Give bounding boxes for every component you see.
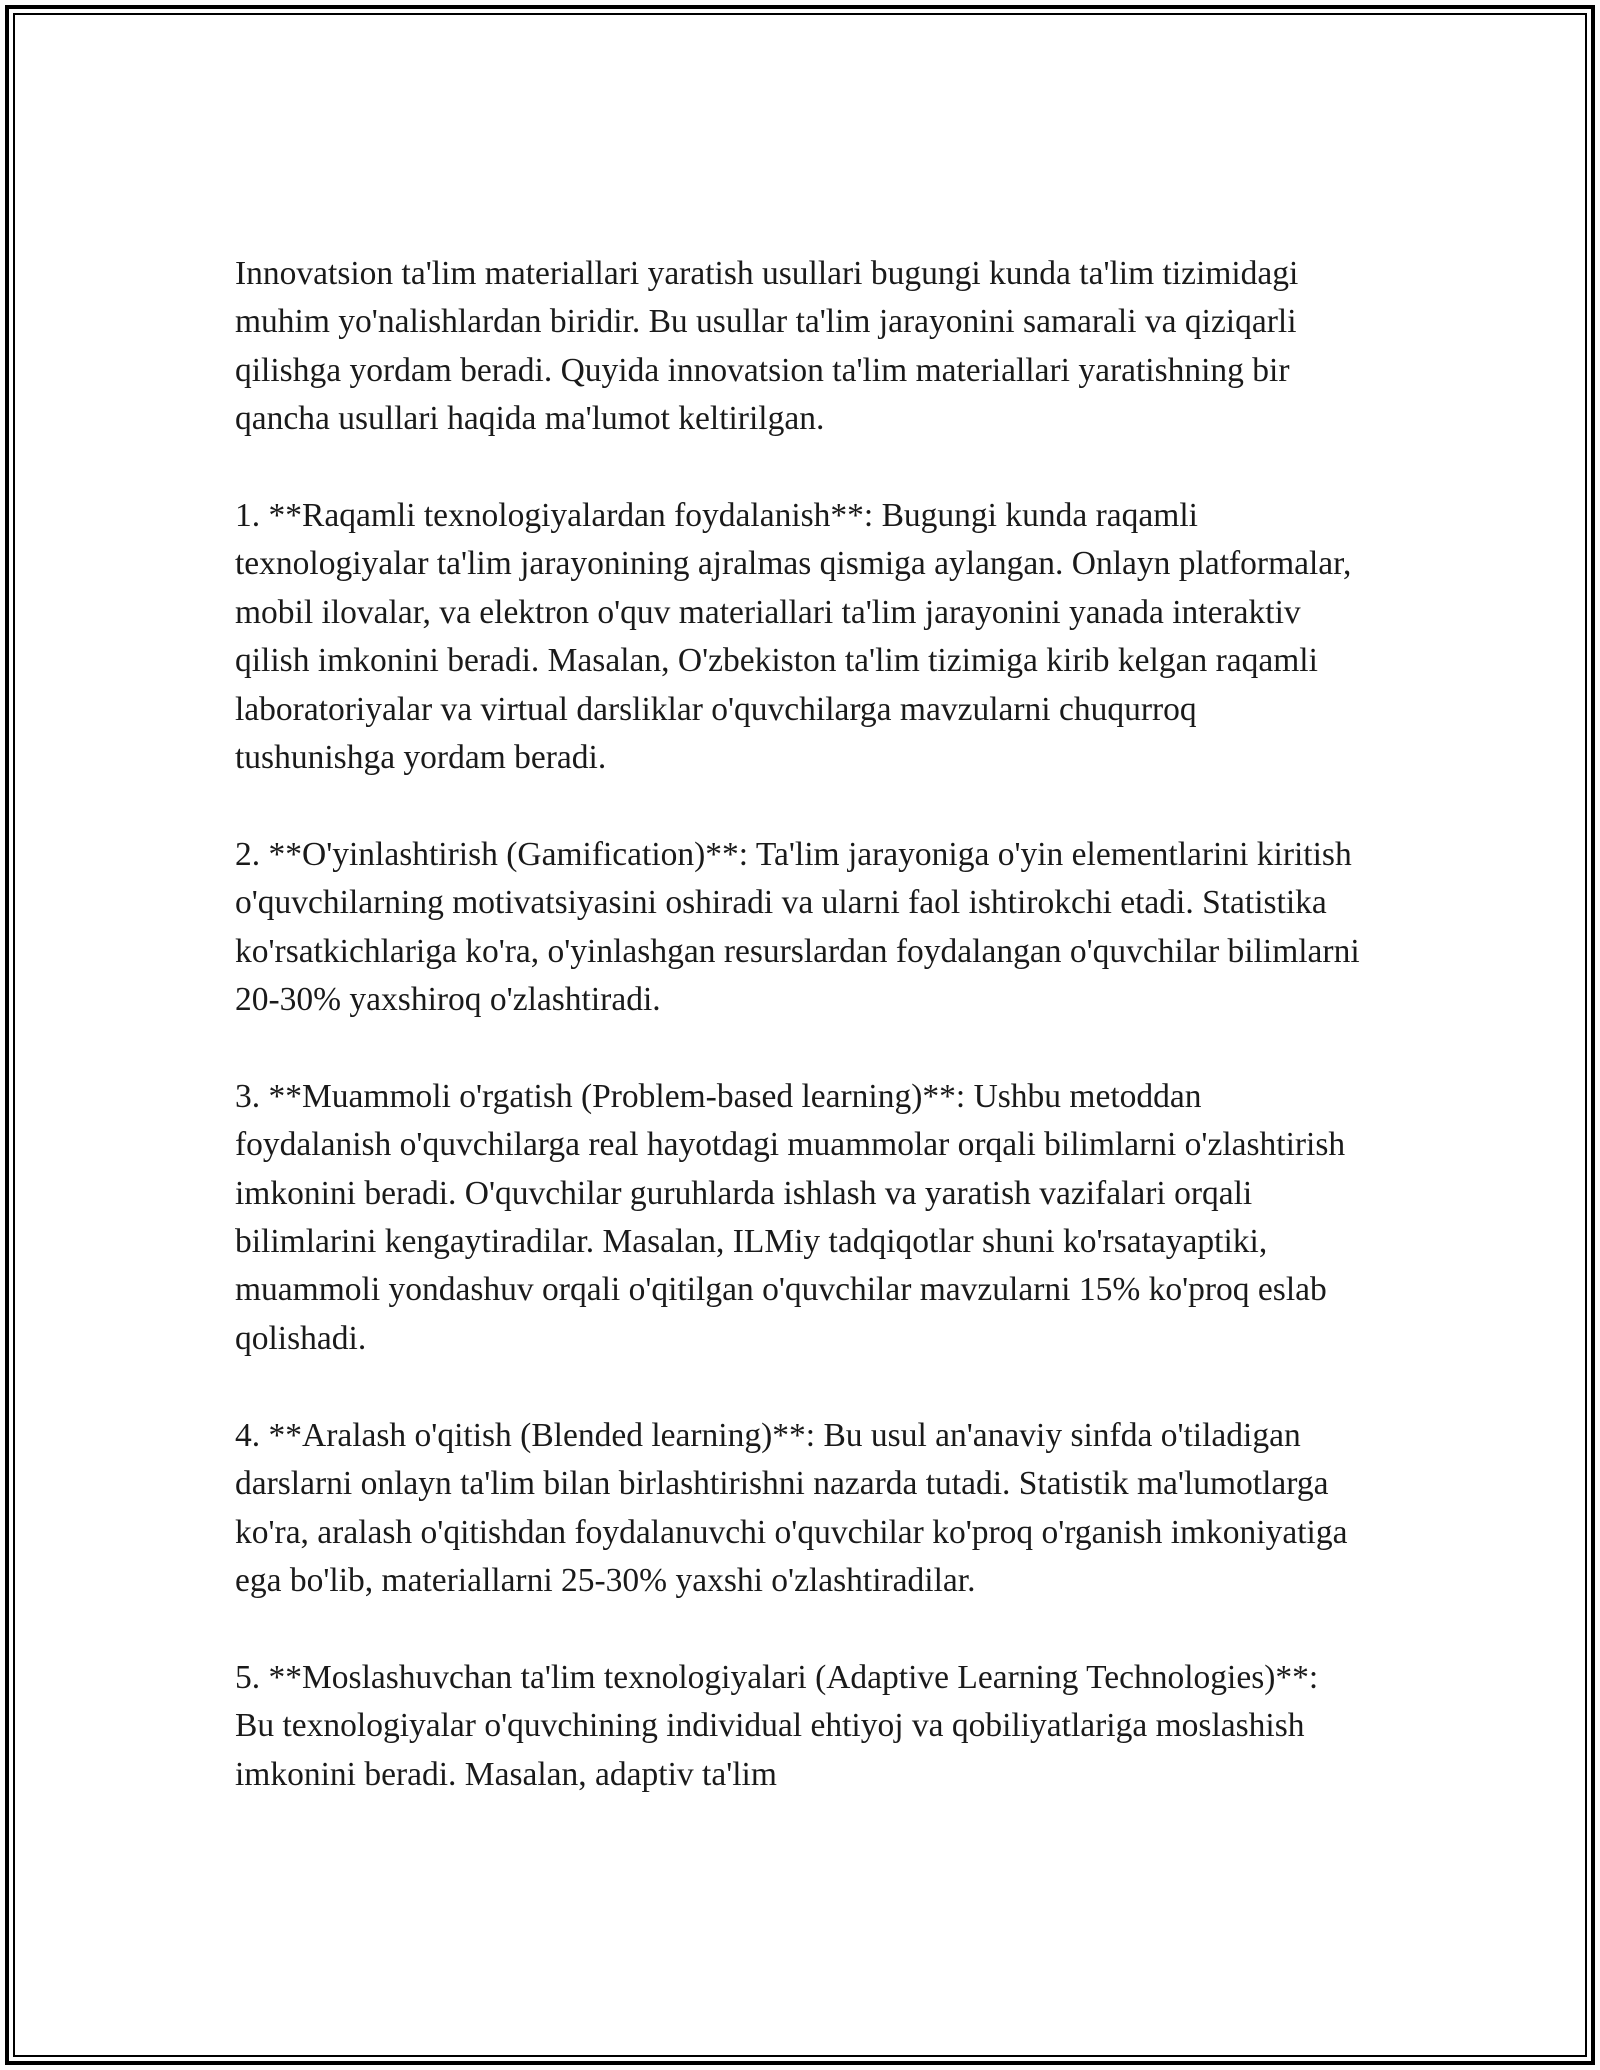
paragraph-digital-technologies: 1. **Raqamli texnologiyalardan foydalanish**: Bugungi kunda raqamli texnologiyalar ta'lim jarayonining ajralmas qismiga aylangan. Onlayn platformalar, mobil ilovalar, va elektron o'quv materiallari ta'lim jarayonini yanada interaktiv qilish imkonini beradi. Masalan, O'zbekiston ta'lim tizimiga kirib kelgan raqamli laboratoriyalar va virtual darsliklar o'quvchilarga mavzularni chuqurroq tushunishga yordam beradi.: [235, 497, 1352, 777]
document-body: [235, 250, 1365, 1799]
paragraph-gamification: 2. **O'yinlashtirish (Gamification)**: Ta'lim jarayoniga o'yin elementlarini kiritish o'quvchilarning motivatsiyasini oshiradi va ularni faol ishtirokchi etadi. Statistika ko'rsatkichlariga ko'ra, o'yinlashgan resurslardan foydalangan o'quvchilar bilimlarni 20-30% yaxshiroq o'zlashtiradi.: [235, 835, 1360, 1019]
paragraph-blended-learning: 4. **Aralash o'qitish (Blended learning)**: Bu usul an'anaviy sinfda o'tiladigan darslarni onlayn ta'lim bilan birlashtirishni nazarda tutadi. Statistik ma'lumotlarga ko'ra, aralash o'qitishdan foydalanuvchi o'quvchilar ko'proq o'rganish imkoniyatiga ega bo'lib, materiallarni 25-30% yaxshi o'zlashtiradilar.: [235, 1416, 1348, 1599]
paragraph-problem-based-learning: 3. **Muammoli o'rgatish (Problem-based learning)**: Ushbu metoddan foydalanish o'quvchilarga real hayotdagi muammolar orqali bilimlarni o'zlashtirish imkonini beradi. O'quvchilar guruhlarda ishlash va yaratish vazifalari orqali bilimlarini kengaytiradilar. Masalan, ILMiy tadqiqotlar shuni ko'rsatayaptiki, muammoli yondashuv orqali o'qitilgan o'quvchilar mavzularni 15% ko'proq eslab qolishadi.: [235, 1077, 1346, 1357]
intro-paragraph: Innovatsion ta'lim materiallari yaratish usullari bugungi kunda ta'lim tizimidagi muhim yo'nalishlardan biridir. Bu usullar ta'lim jarayonini samarali va qiziqarli qilishga yordam beradi. Quyida innovatsion ta'lim materiallari yaratishning bir qancha usullari haqida ma'lumot keltirilgan.: [235, 255, 1299, 438]
paragraph-adaptive-learning: 5. **Moslashuvchan ta'lim texnologiyalari (Adaptive Learning Technologies)**: Bu texnologiyalar o'quvchining individual ehtiyoj va qobiliyatlariga moslashish imkonini beradi. Masalan, adaptiv ta'lim: [235, 1658, 1319, 1793]
